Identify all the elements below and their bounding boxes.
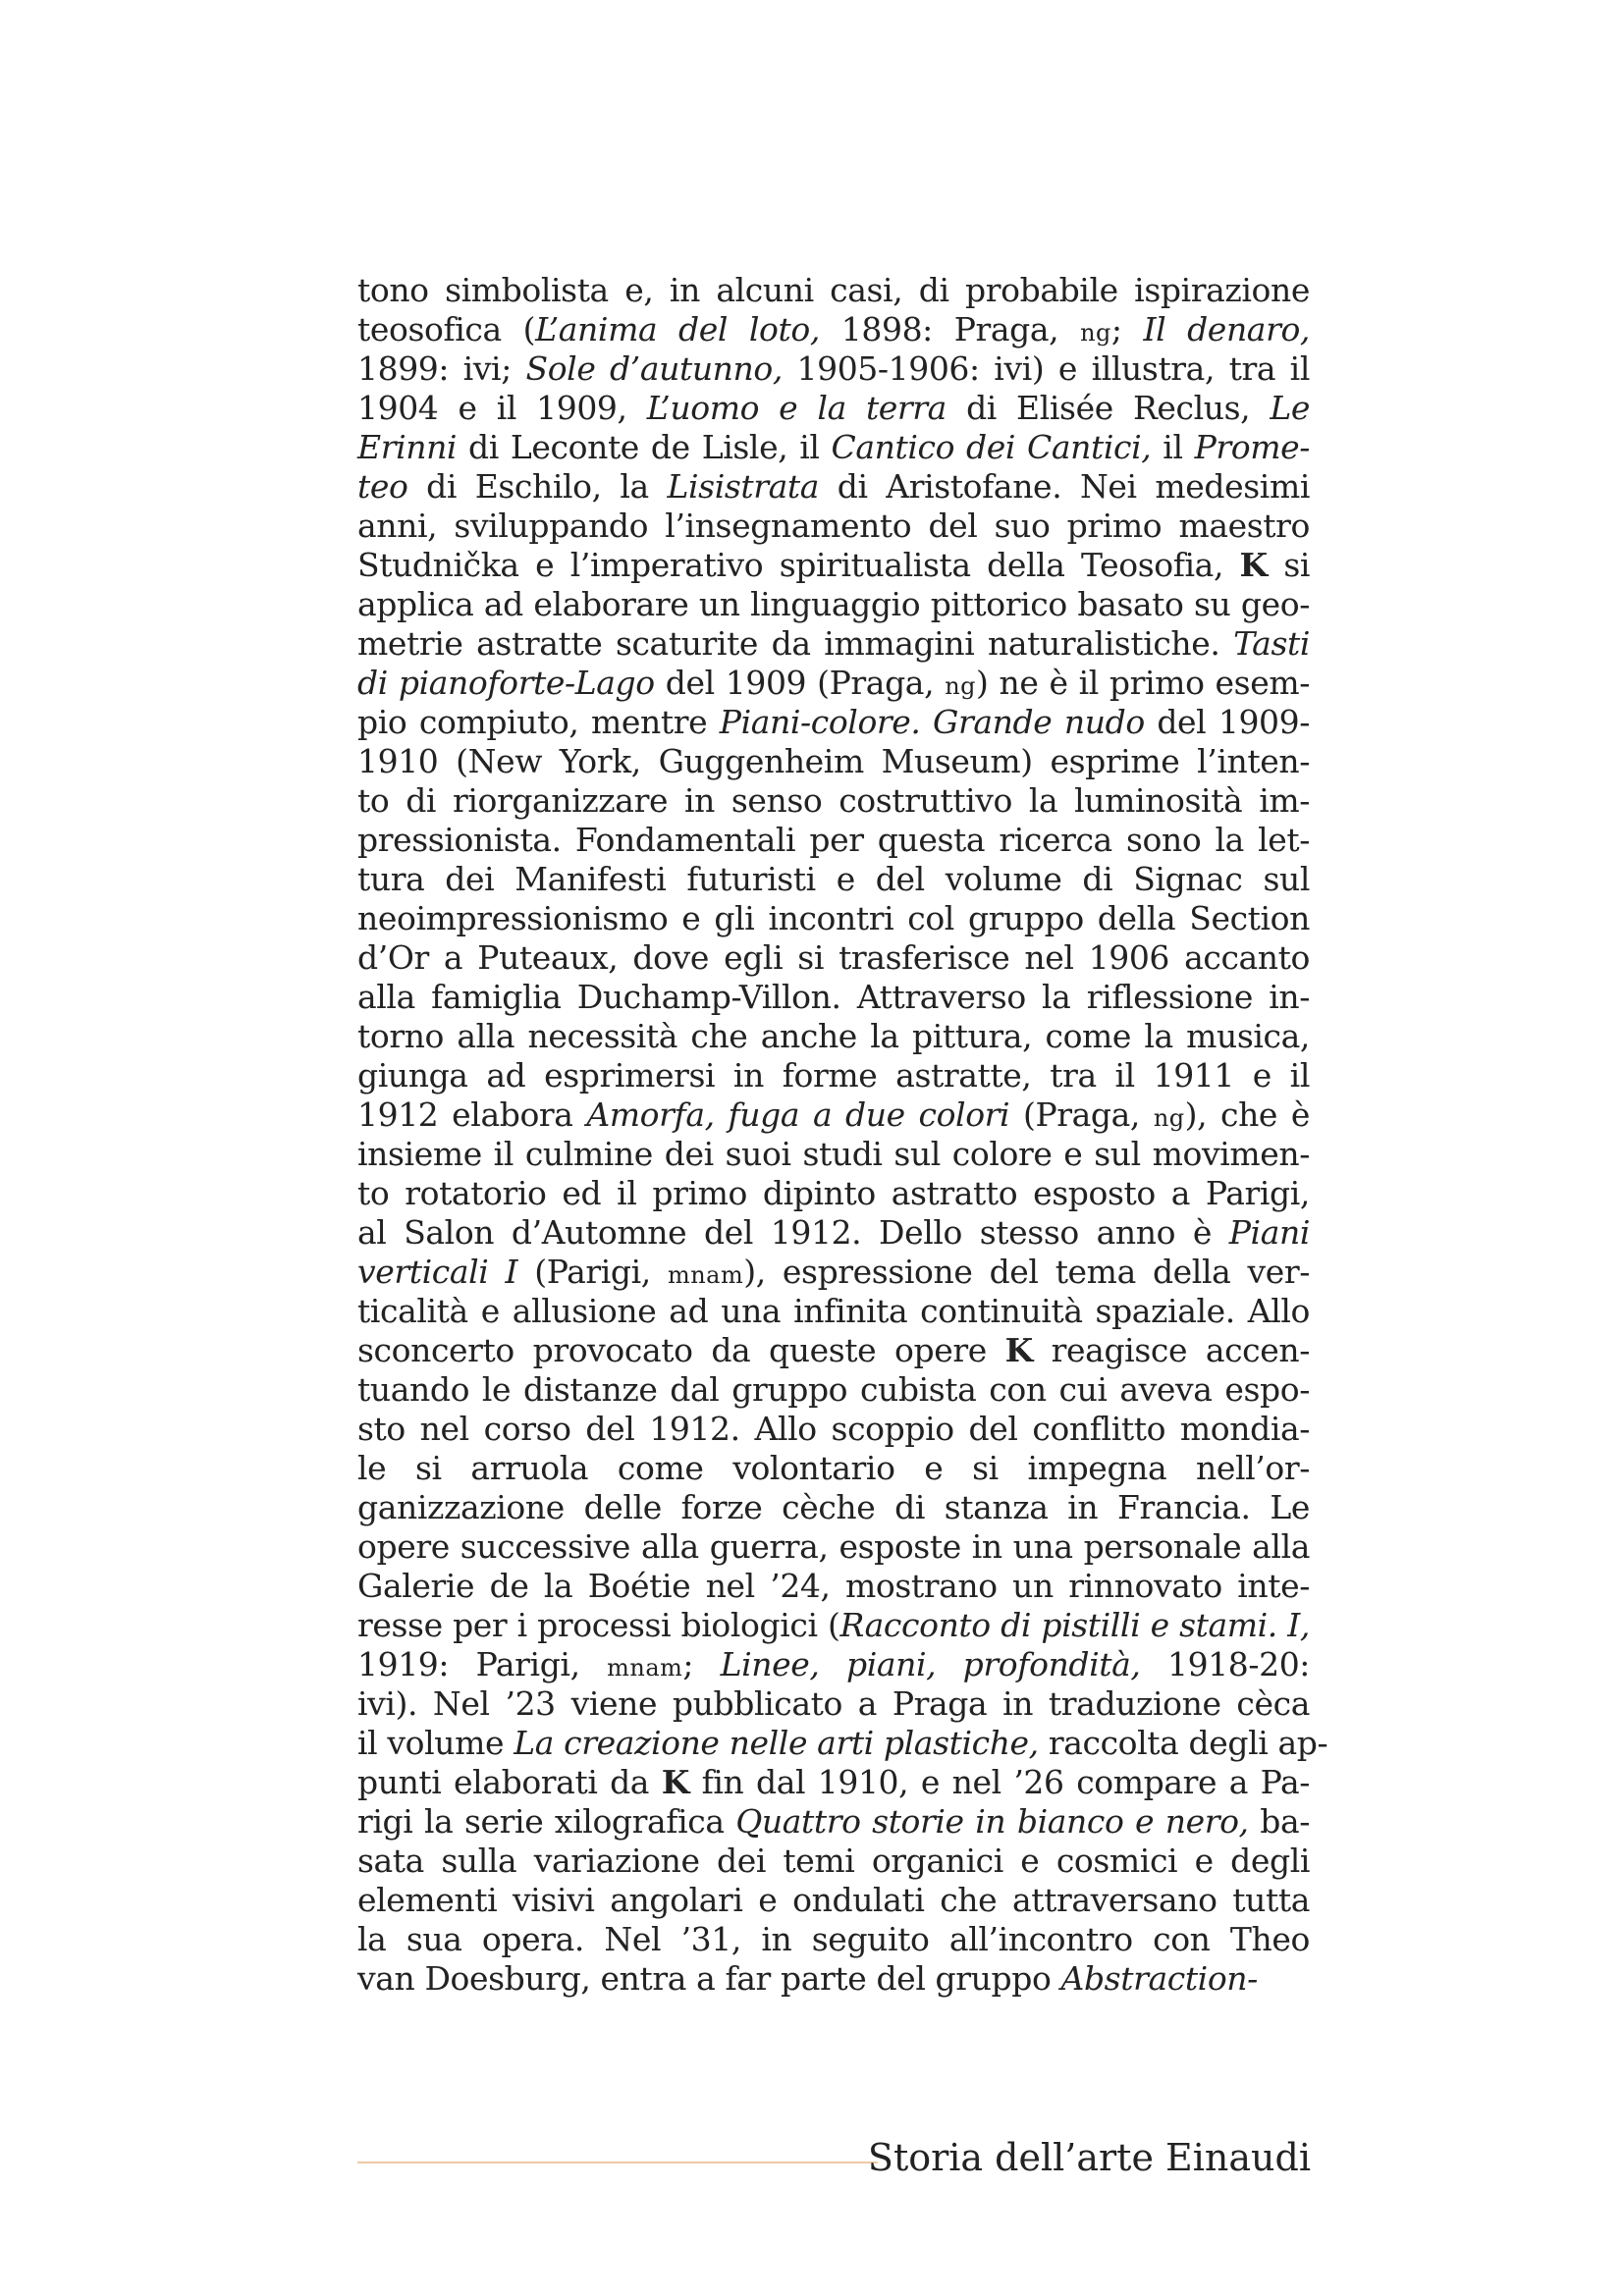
text-segment: Sole d’autunno, [525,349,783,388]
text-line [357,1842,1310,1881]
text-line [357,1606,1310,1645]
text-segment: alla famiglia Duchamp-Villon. Attraverso la riflessione in- [357,978,1310,1016]
text-segment: rigi la serie xilografica [357,1802,736,1841]
text-line [357,1763,1310,1802]
text-segment: il [1151,428,1195,466]
text-segment: ; [1110,310,1144,348]
text-segment: (Praga, [1009,1095,1154,1134]
text-segment: tura dei Manifesti futuristi e del volume di Signac sul [357,860,1310,898]
text-line [357,1724,1328,1763]
text-line [357,1410,1310,1449]
text-segment: opere successive alla guerra, esposte in una personale alla [357,1527,1310,1566]
text-segment: van Doesburg, entra a far parte del gruppo [357,1959,1061,1998]
text-line [357,821,1310,860]
text-segment: fin dal 1910, e nel ’26 compare a Pa- [688,1763,1310,1801]
text-segment: Erinni [357,428,458,466]
text-segment: to di riorganizzare in senso costruttivo la luminosità im- [357,781,1310,820]
text-segment: K [1239,546,1268,584]
text-segment: tuando le distanze dal gruppo cubista con cui aveva espo- [357,1370,1310,1409]
text-segment: teosofica ( [357,310,536,348]
text-segment: pio compiuto, mentre [357,703,720,741]
text-segment: L’uomo e la terra [646,389,947,427]
text-segment: al Salon d’Automne del 1912. Dello stesso anno è [357,1213,1229,1252]
text-segment: si [1267,546,1311,584]
text-segment: Abstraction- [1060,1959,1258,1998]
text-segment: ticalità e allusione ad una infinita continuità spaziale. Allo [357,1292,1310,1330]
text-line [357,1881,1310,1920]
text-segment: sata sulla variazione dei temi organici e cosmici e degli [357,1842,1310,1880]
text-segment: 1898: Praga, [819,310,1081,348]
text-line [357,1527,1310,1567]
text-line [357,507,1310,546]
text-line [357,1213,1310,1253]
text-segment: (Parigi, [517,1253,668,1291]
text-segment: neoimpressionismo e gli incontri col gruppo della Section [357,899,1310,937]
text-segment: mnam [667,1261,744,1289]
text-line [357,1174,1310,1213]
text-line [357,1959,1310,1999]
text-line [357,1920,1310,1959]
text-segment: ganizzazione delle forze cèche di stanza in Francia. Le [357,1488,1310,1526]
body-text [357,271,1328,1999]
text-line [357,624,1310,664]
text-segment: Cantico dei Cantici, [831,428,1152,466]
text-line [357,1370,1310,1410]
text-line [357,1488,1310,1527]
text-segment: Galerie de la Boétie nel ’24, mostrano un rinnovato inte- [357,1567,1310,1605]
text-segment: pressionista. Fondamentali per questa ricerca sono la let- [357,821,1310,859]
text-segment: punti elaborati da [357,1763,662,1801]
text-segment: Il denaro, [1143,310,1311,348]
text-segment: 1905-1906: ivi) e illustra, tra il [782,349,1310,388]
text-segment: 1910 (New York, Guggenheim Museum) esprime l’inten- [357,742,1310,780]
text-line [357,978,1310,1017]
text-segment: torno alla necessità che anche la pittura, come la musica, [357,1017,1310,1055]
text-segment: Piani-colore. Grande nudo [719,703,1145,741]
text-line [357,1684,1310,1724]
footer-rule [357,2162,878,2163]
text-segment: insieme il culmine dei suoi studi sul colore e sul movimen- [357,1135,1310,1173]
text-segment: elementi visivi angolari e ondulati che attraversano tutta [357,1881,1310,1919]
text-segment: applica ad elaborare un linguaggio pittorico basato su geo- [357,585,1310,623]
text-line [357,1567,1310,1606]
text-segment: ba- [1248,1802,1310,1841]
text-segment: 1904 e il 1909, [357,389,647,427]
text-segment: giunga ad esprimersi in forme astratte, tra il 1911 e il [357,1056,1310,1095]
text-segment: ng [1153,1104,1185,1132]
text-segment: sconcerto provocato da queste opere [357,1331,1005,1369]
text-segment: La creazione nelle arti plastiche, [514,1724,1039,1762]
text-line [357,428,1310,467]
text-line [357,860,1310,899]
text-segment: Quattro storie in bianco e nero, [735,1802,1249,1841]
text-line [357,703,1310,742]
text-segment: Tasti [1233,624,1310,663]
text-line [357,899,1310,938]
text-line [357,310,1310,349]
text-segment: ng [945,672,977,700]
text-line [357,349,1310,389]
text-segment: Racconto di pistilli e stami. I, [839,1606,1310,1644]
text-segment: metrie astratte scaturite da immagini naturalistiche. [357,624,1234,663]
text-segment: Amorfa, fuga a due colori [586,1095,1010,1134]
text-line [357,1017,1310,1056]
text-line [357,781,1310,821]
text-segment: L’anima del loto, [535,310,820,348]
text-line [357,1645,1310,1684]
text-segment: di Leconte de Lisle, il [457,428,832,466]
text-line [357,1056,1310,1095]
text-line [357,1331,1310,1370]
text-segment: d’Or a Puteaux, dove egli si trasferisce nel 1906 accanto [357,938,1310,977]
text-segment: Lisistrata [667,467,820,506]
text-segment: 1919: Parigi, [357,1645,608,1683]
text-segment: 1899: ivi; [357,349,526,388]
text-segment: di Aristofane. Nei medesimi [819,467,1310,506]
text-line [357,546,1310,585]
text-segment: Studnička e l’imperativo spiritualista della Teosofia, [357,546,1240,584]
text-segment: Piani [1228,1213,1310,1252]
text-segment: ) ne è il primo esem- [976,664,1310,702]
footer-title: Storia dell’arte Einaudi [867,2136,1311,2179]
text-line [357,389,1310,428]
text-segment: verticali I [357,1253,518,1291]
text-line [357,1449,1310,1488]
text-segment: 1918-20: [1140,1645,1311,1683]
text-segment: di Elisée Reclus, [946,389,1271,427]
text-segment: tono simbolista e, in alcuni casi, di probabile ispirazione [357,271,1310,309]
text-line [357,1253,1310,1292]
text-segment: del 1909 (Praga, [654,664,946,702]
text-line [357,664,1310,703]
text-segment: le si arruola come volontario e si impegna nell’or- [357,1449,1310,1487]
text-segment: di Eschilo, la [407,467,668,506]
text-line [357,1802,1310,1842]
text-segment: Prome- [1194,428,1310,466]
text-segment: anni, sviluppando l’insegnamento del suo primo maestro [357,507,1310,545]
text-segment: raccolta degli ap- [1038,1724,1328,1762]
text-segment: K [661,1763,689,1801]
text-segment: sto nel corso del 1912. Allo scoppio del conflitto mondia- [357,1410,1310,1448]
text-segment: ), espressione del tema della ver- [743,1253,1310,1291]
text-segment: ; [682,1645,721,1683]
text-line [357,742,1310,781]
text-segment: 1912 elabora [357,1095,587,1134]
text-segment: di pianoforte-Lago [357,664,655,702]
text-segment: la sua opera. Nel ’31, in seguito all’incontro con Theo [357,1920,1310,1958]
text-segment: Le [1270,389,1310,427]
text-segment: K [1004,1331,1033,1369]
text-segment: ), che è [1184,1095,1310,1134]
text-line [357,1292,1310,1331]
text-segment: ng [1080,319,1111,347]
text-segment: resse per i processi biologici ( [357,1606,840,1644]
text-line [357,1135,1310,1174]
text-segment: reagisce accen- [1032,1331,1310,1369]
text-segment: del 1909- [1144,703,1310,741]
text-line [357,1095,1310,1135]
text-line [357,585,1310,624]
text-segment: mnam [607,1654,683,1682]
text-line [357,938,1310,978]
text-segment: teo [357,467,408,506]
text-segment: to rotatorio ed il primo dipinto astratto esposto a Parigi, [357,1174,1310,1212]
text-line [357,271,1310,310]
text-line [357,467,1310,507]
text-segment: Linee, piani, profondità, [720,1645,1141,1683]
text-segment: ivi). Nel ’23 viene pubblicato a Praga in traduzione cèca [357,1684,1310,1723]
text-segment: il volume [357,1724,514,1762]
